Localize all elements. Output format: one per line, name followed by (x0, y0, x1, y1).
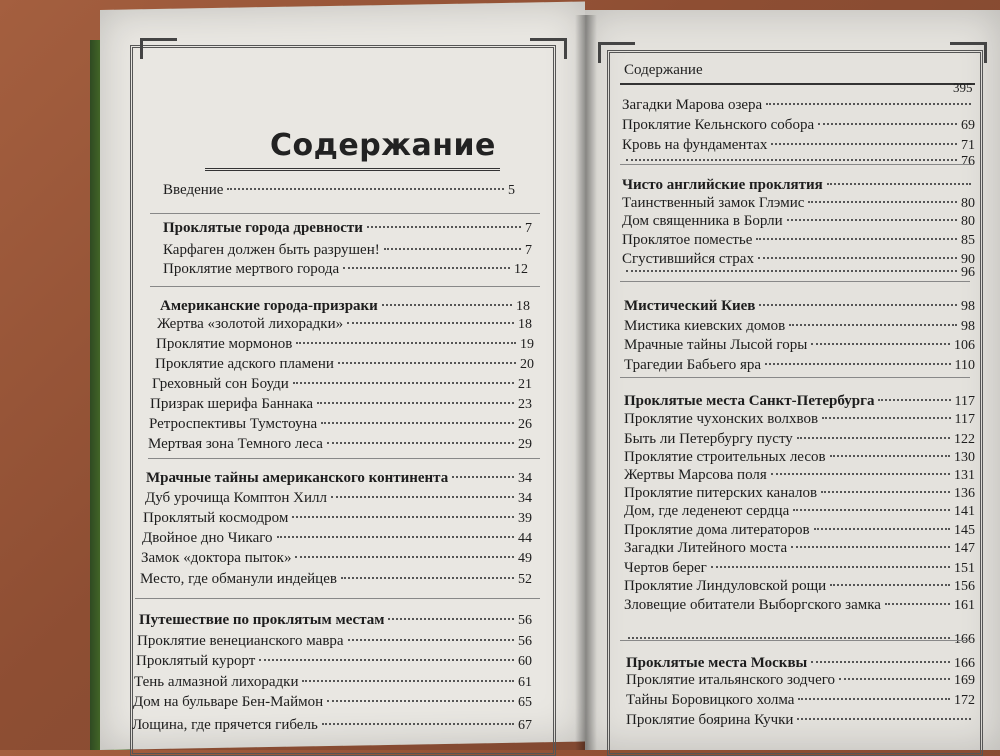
toc-entry (156, 336, 534, 356)
toc-entry-title: Проклятые города древности (163, 220, 363, 236)
toc-page-number: 34 (518, 471, 532, 486)
toc-entry (157, 316, 532, 336)
toc-entry (622, 117, 975, 137)
section-divider (620, 640, 970, 641)
dot-leader (814, 528, 950, 530)
toc-entry-title: Проклятие дома литераторов (624, 522, 810, 538)
section-divider (135, 598, 540, 599)
toc-page-number: 61 (518, 675, 532, 690)
toc-page-number: 18 (518, 317, 532, 332)
toc-page-number: 161 (954, 598, 975, 613)
toc-entry-title: Проклятие мертвого города (163, 261, 340, 277)
dot-leader (791, 546, 950, 548)
toc-section (160, 298, 530, 318)
dot-leader (302, 680, 514, 682)
toc-entry (624, 560, 975, 580)
toc-entry-title: Американские города-призраки (160, 298, 378, 314)
section-divider (150, 213, 540, 214)
corner-ornament (950, 42, 987, 63)
dot-leader (626, 159, 957, 161)
section-divider (620, 281, 970, 282)
toc-section (624, 393, 975, 413)
dot-leader (830, 455, 950, 457)
section-divider (150, 286, 540, 287)
corner-ornament (598, 42, 635, 63)
toc-entry-title: Трагедии Бабьего яра (624, 357, 762, 373)
toc-entry (624, 540, 975, 560)
toc-page-number: 39 (518, 511, 532, 526)
toc-page-number: 80 (961, 196, 975, 211)
toc-entry (624, 503, 975, 523)
toc-entry-title: Зловещие обитатели Выборгского замка (624, 597, 881, 613)
toc-entry (141, 550, 532, 570)
toc-entry-title: Проклятие адского пламени (155, 356, 334, 372)
toc-entry-title: Дом, где леденеют сердца (624, 503, 790, 519)
dot-leader (830, 584, 950, 586)
toc-entry-title: Проклятие питерских каналов (624, 485, 818, 501)
dot-leader (227, 188, 504, 190)
dot-leader (295, 556, 514, 558)
toc-entry (150, 396, 532, 416)
toc-page-number: 98 (961, 299, 975, 314)
toc-entry-title: Введение (163, 182, 224, 198)
toc-page-number: 5 (508, 183, 515, 198)
toc-page-number: 52 (518, 572, 532, 587)
dot-leader (327, 700, 514, 702)
toc-entry-title: Мертвая зона Темного леса (148, 436, 323, 452)
toc-entry (626, 672, 975, 692)
toc-entry-title: Кровь на фундаментах (622, 137, 768, 153)
toc-entry (133, 694, 532, 714)
toc-entry (624, 357, 975, 377)
dot-leader (331, 496, 514, 498)
toc-entry-title: Место, где обманули индейцев (140, 571, 337, 587)
toc-entry-title: Жертвы Марсова поля (624, 467, 767, 483)
dot-leader (341, 577, 514, 579)
toc-entry (143, 510, 532, 530)
toc-entry-title: Карфаген должен быть разрушен! (163, 242, 380, 258)
dot-leader (808, 201, 957, 203)
toc-entry-title: Проклятые места Санкт-Петербурга (624, 393, 875, 409)
toc-page-number: 65 (518, 695, 532, 710)
toc-entry-title: Замок «доктора пыток» (141, 550, 292, 566)
toc-page-number: 90 (961, 252, 975, 267)
toc-entry-title: Чисто английские проклятия (622, 177, 823, 193)
toc-page-number: 7 (525, 221, 532, 236)
toc-page-number: 85 (961, 233, 975, 248)
toc-entry-title: Проклятие итальянского зодчего (626, 672, 836, 688)
dot-leader (798, 698, 950, 700)
dot-leader (811, 343, 950, 345)
toc-page-number: 136 (954, 486, 975, 501)
section-divider (620, 164, 970, 165)
toc-page-number: 20 (520, 357, 534, 372)
toc-page-number: 29 (518, 437, 532, 452)
toc-section (139, 612, 532, 632)
toc-entry (622, 213, 975, 233)
toc-page-number: 166 (954, 656, 975, 671)
toc-entry (134, 674, 532, 694)
toc-entry-title: Проклятый космодром (143, 510, 289, 526)
toc-entry (622, 97, 975, 117)
dot-leader (771, 473, 950, 475)
toc-entry (132, 717, 532, 737)
toc-section (163, 220, 532, 240)
toc-entry-title: Лощина, где прячется гибель (132, 717, 318, 733)
toc-page-number: 141 (954, 504, 975, 519)
toc-entry-title: Жертва «золотой лихорадки» (157, 316, 344, 332)
dot-leader (327, 442, 514, 444)
toc-entry-title: Ретроспективы Тумстоуна (149, 416, 318, 432)
toc-page-number: 117 (954, 394, 975, 409)
toc-page-number: 12 (514, 262, 528, 277)
toc-section (624, 298, 975, 318)
dot-leader (322, 723, 514, 725)
toc-page-number: 69 (961, 118, 975, 133)
dot-leader (787, 219, 957, 221)
toc-page-number: 156 (954, 579, 975, 594)
toc-page-number: 166 (954, 632, 975, 647)
dot-leader (758, 257, 957, 259)
toc-entry-title: Путешествие по проклятым местам (139, 612, 385, 628)
toc-entry-title: Мистика киевских домов (624, 318, 786, 334)
toc-entry (624, 318, 975, 338)
dot-leader (756, 238, 957, 240)
toc-section (146, 470, 532, 490)
dot-leader (822, 417, 950, 419)
toc-page-number: 26 (518, 417, 532, 432)
toc-page-number: 44 (518, 531, 532, 546)
dot-leader (296, 342, 516, 344)
toc-entry-title: Мрачные тайны Лысой горы (624, 337, 808, 353)
dot-leader (452, 476, 514, 478)
toc-page-number: 49 (518, 551, 532, 566)
toc-page-number: 96 (961, 265, 975, 280)
toc-entry-title: Мрачные тайны американского континента (146, 470, 449, 486)
toc-entry (163, 182, 515, 202)
toc-entry (624, 485, 975, 505)
toc-entry-title: Греховный сон Боуди (152, 376, 289, 392)
toc-page-number: 151 (954, 561, 975, 576)
toc-entry-title: Проклятый курорт (136, 653, 256, 669)
dot-leader (811, 661, 950, 663)
toc-entry (624, 597, 975, 617)
dot-leader (839, 678, 950, 680)
dot-leader (878, 399, 950, 401)
toc-page-number: 67 (518, 718, 532, 733)
toc-entry-title: Проклятие боярина Кучки (626, 712, 794, 728)
dot-leader (793, 509, 950, 511)
toc-entry-title: Быть ли Петербургу пусту (624, 431, 793, 447)
dot-leader (277, 536, 514, 538)
dot-leader (293, 382, 514, 384)
toc-entry (624, 449, 975, 469)
toc-entry-title: Призрак шерифа Баннака (150, 396, 314, 412)
toc-entry-title: Двойное дно Чикаго (142, 530, 273, 546)
dot-leader (759, 304, 957, 306)
dot-leader (765, 363, 950, 365)
toc-entry-title: Мистический Киев (624, 298, 756, 314)
toc-page-number: 110 (954, 358, 975, 373)
toc-entry (152, 376, 532, 396)
dot-leader (885, 603, 950, 605)
book-gutter (575, 15, 597, 750)
toc-page-number: 71 (961, 138, 975, 153)
toc-entry (622, 195, 975, 215)
toc-entry-title: Дом на бульваре Бен-Маймон (133, 694, 324, 710)
dot-leader (789, 324, 957, 326)
dot-leader (388, 618, 514, 620)
dot-leader (367, 226, 521, 228)
toc-entry-title: Сгустившийся страх (622, 251, 754, 267)
toc-entry (155, 356, 534, 376)
section-divider (620, 377, 970, 378)
page-heading: Содержание (270, 128, 496, 163)
toc-page-number: 7 (525, 243, 532, 258)
toc-entry (148, 436, 532, 456)
dot-leader (317, 402, 514, 404)
toc-page-number: 106 (954, 338, 975, 353)
toc-page-number: 130 (954, 450, 975, 465)
toc-entry (624, 431, 975, 451)
toc-entry-title: Проклятие Линдуловской рощи (624, 578, 827, 594)
dot-leader (348, 639, 514, 641)
toc-page-number: 56 (518, 613, 532, 628)
heading-rule (205, 168, 500, 171)
running-page-number: 395 (953, 80, 973, 95)
toc-page-number: 98 (961, 319, 975, 334)
toc-entry-title: Проклятие чухонских волхвов (624, 411, 819, 427)
dot-leader (384, 248, 521, 250)
dot-leader (343, 267, 510, 269)
toc-entry-title: Таинственный замок Глэмис (622, 195, 805, 211)
toc-entry (622, 265, 975, 285)
dot-leader (818, 123, 957, 125)
toc-entry (137, 633, 532, 653)
corner-ornament (530, 38, 567, 59)
toc-entry (624, 467, 975, 487)
toc-page-number: 172 (954, 693, 975, 708)
toc-entry (163, 261, 528, 281)
toc-entry (145, 490, 532, 510)
dot-leader (797, 437, 950, 439)
toc-entry-title: Проклятие Кельнского собора (622, 117, 815, 133)
toc-page-number: 19 (520, 337, 534, 352)
dot-leader (797, 718, 971, 720)
dot-leader (628, 637, 950, 639)
toc-entry-title: Проклятие строительных лесов (624, 449, 826, 465)
toc-entry (624, 337, 975, 357)
dot-leader (766, 103, 971, 105)
toc-page-number: 117 (954, 412, 975, 427)
dot-leader (626, 270, 957, 272)
toc-entry (624, 522, 975, 542)
toc-page-number: 131 (954, 468, 975, 483)
dot-leader (821, 491, 950, 493)
toc-entry-title: Загадки Литейного моста (624, 540, 788, 556)
running-title-rule (620, 83, 975, 85)
toc-entry-title: Чертов берег (624, 560, 707, 576)
toc-entry-title: Дуб урочища Комптон Хилл (145, 490, 328, 506)
toc-page-number: 76 (961, 154, 975, 169)
dot-leader (259, 659, 514, 661)
toc-entry (624, 411, 975, 431)
toc-entry (622, 232, 975, 252)
toc-entry (140, 571, 532, 591)
toc-entry (136, 653, 532, 673)
toc-entry (163, 242, 532, 262)
toc-entry-title: Дом священника в Борли (622, 213, 783, 229)
dot-leader (771, 143, 957, 145)
toc-entry (142, 530, 532, 550)
toc-entry (626, 712, 975, 732)
toc-section (622, 177, 975, 197)
toc-entry-title: Тень алмазной лихорадки (134, 674, 299, 690)
toc-entry-title: Тайны Боровицкого холма (626, 692, 795, 708)
dot-leader (347, 322, 514, 324)
toc-entry (624, 578, 975, 598)
dot-leader (338, 362, 516, 364)
toc-entry-title: Проклятие венецианского мавра (137, 633, 344, 649)
dot-leader (292, 516, 514, 518)
toc-entry-title: Проклятое поместье (622, 232, 753, 248)
toc-page-number: 56 (518, 634, 532, 649)
running-title: Содержание (624, 62, 703, 78)
toc-entry-title: Проклятые места Москвы (626, 655, 808, 671)
dot-leader (711, 566, 950, 568)
toc-page-number: 122 (954, 432, 975, 447)
toc-page-number: 60 (518, 654, 532, 669)
dot-leader (321, 422, 514, 424)
toc-page-number: 23 (518, 397, 532, 412)
toc-entry (149, 416, 532, 436)
toc-page-number: 80 (961, 214, 975, 229)
toc-page-number: 169 (954, 673, 975, 688)
toc-entry (624, 632, 975, 652)
toc-entry (626, 692, 975, 712)
toc-page-number: 34 (518, 491, 532, 506)
toc-page-number: 18 (516, 299, 530, 314)
dot-leader (382, 304, 512, 306)
corner-ornament (140, 38, 177, 59)
toc-entry-title: Загадки Марова озера (622, 97, 763, 113)
toc-page-number: 147 (954, 541, 975, 556)
toc-page-number: 145 (954, 523, 975, 538)
dot-leader (827, 183, 971, 185)
section-divider (148, 458, 540, 459)
toc-entry-title: Проклятие мормонов (156, 336, 293, 352)
toc-page-number: 21 (518, 377, 532, 392)
